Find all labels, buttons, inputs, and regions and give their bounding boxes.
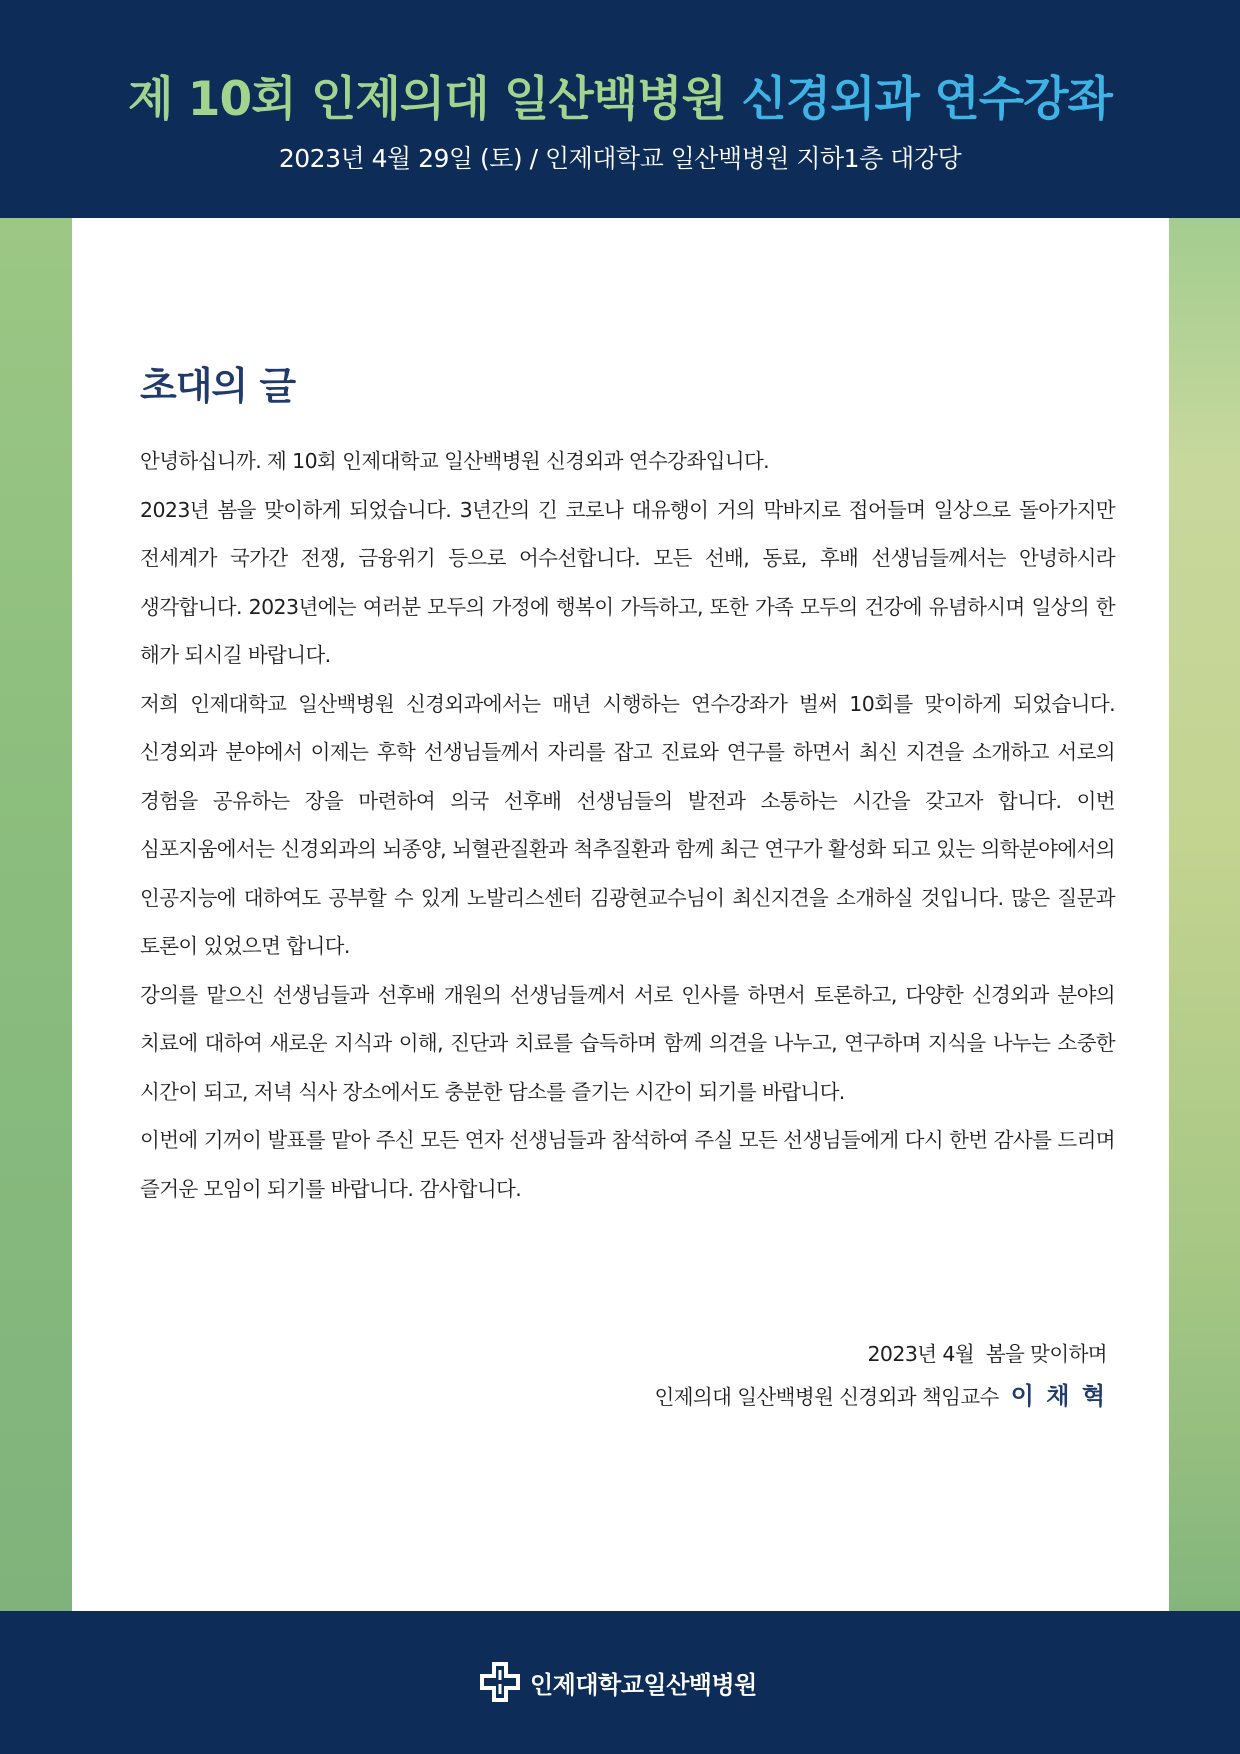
event-title-main: 제 10회 인제의대 일산백병원 [128, 72, 726, 127]
signature-affiliation: 인제의대 일산백병원 신경외과 책임교수 [654, 1385, 999, 1409]
signature-name: 이 채 혁 [1010, 1382, 1107, 1410]
letter-body [140, 437, 1115, 1213]
event-title-accent: 신경외과 연수강좌 [741, 72, 1112, 127]
signature-date: 2023년 4월 봄을 맞이하며 [867, 1342, 1107, 1366]
left-side-band [0, 218, 72, 1611]
event-title [0, 62, 1240, 129]
right-side-band [1169, 218, 1240, 1611]
letter-paragraph-1: 안녕하십니까. 제 10회 인제대학교 일산백병원 신경외과 연수강좌입니다. [140, 449, 770, 473]
letter-paragraph-5: 이번에 기꺼이 발표를 맡아 주신 모든 연자 선생님들과 참석하여 주실 모든 선생님들에게 다시 한번 감사를 드리며 즐거운 모임이 되기를 바랍니다. 감사합니다. [140, 1128, 1115, 1201]
signature-line [560, 1375, 1107, 1418]
event-date-venue: 2023년 4월 29일 (토) / 인제대학교 일산백병원 지하1층 대강당 [278, 144, 962, 173]
letter-paragraph-4: 강의를 맡으신 선생님들과 선후배 개원의 선생님들께서 서로 인사를 하면서 토론하고, 다양한 신경외과 분야의 치료에 대하여 새로운 지식과 이해, 진단과 치료를 습득하며 함께 의견을 나누고, 연구하며 지식을 나누는 소중한 시간이 되고, 저녁 식사 장소에서도 충분한 담소를 즐기는 시간이 되기를 바랍니다. [140, 982, 1115, 1104]
hospital-cross-icon [478, 1660, 522, 1704]
letter-heading: 초대의 글 [140, 364, 296, 408]
letter-paragraph-2: 2023년 봄을 맞이하게 되었습니다. 3년간의 긴 코로나 대유행이 거의 막바지로 접어들며 일상으로 돌아가지만 전세계가 국가간 전쟁, 금융위기 등으로 어수선합니다. 모든 선배, 동료, 후배 선생님들께서는 안녕하시라 생각합니다. 2023년에는 여러분 모두의 가정에 행복이 가득하고, 또한 가족 모두의 건강에 유념하시며 일상의 한 해가 되시길 바랍니다. [140, 497, 1115, 667]
hospital-name: 인제대학교일산백병원 [530, 1670, 757, 1699]
hospital-logo [478, 1658, 757, 1706]
signature-block [560, 1333, 1107, 1418]
letter-paragraph-3: 저희 인제대학교 일산백병원 신경외과에서는 매년 시행하는 연수강좌가 벌써 10회를 맞이하게 되었습니다. 신경외과 분야에서 이제는 후학 선생님들께서 자리를 잡고 진료와 연구를 하면서 최신 지견을 소개하고 서로의 경험을 공유하는 장을 마련하여 의국 선후배 선생님들의 발전과 소통하는 시간을 갖고자 합니다. 이번 심포지움에서는 신경외과의 뇌종양, 뇌혈관질환과 척추질환과 함께 최근 연구가 활성화 되고 있는 의학분야에서의 인공지능에 대하여도 공부할 수 있게 노발리스센터 김광현교수님이 최신지견을 소개하실 것입니다. 많은 질문과 토론이 있었으면 합니다. [140, 691, 1115, 958]
